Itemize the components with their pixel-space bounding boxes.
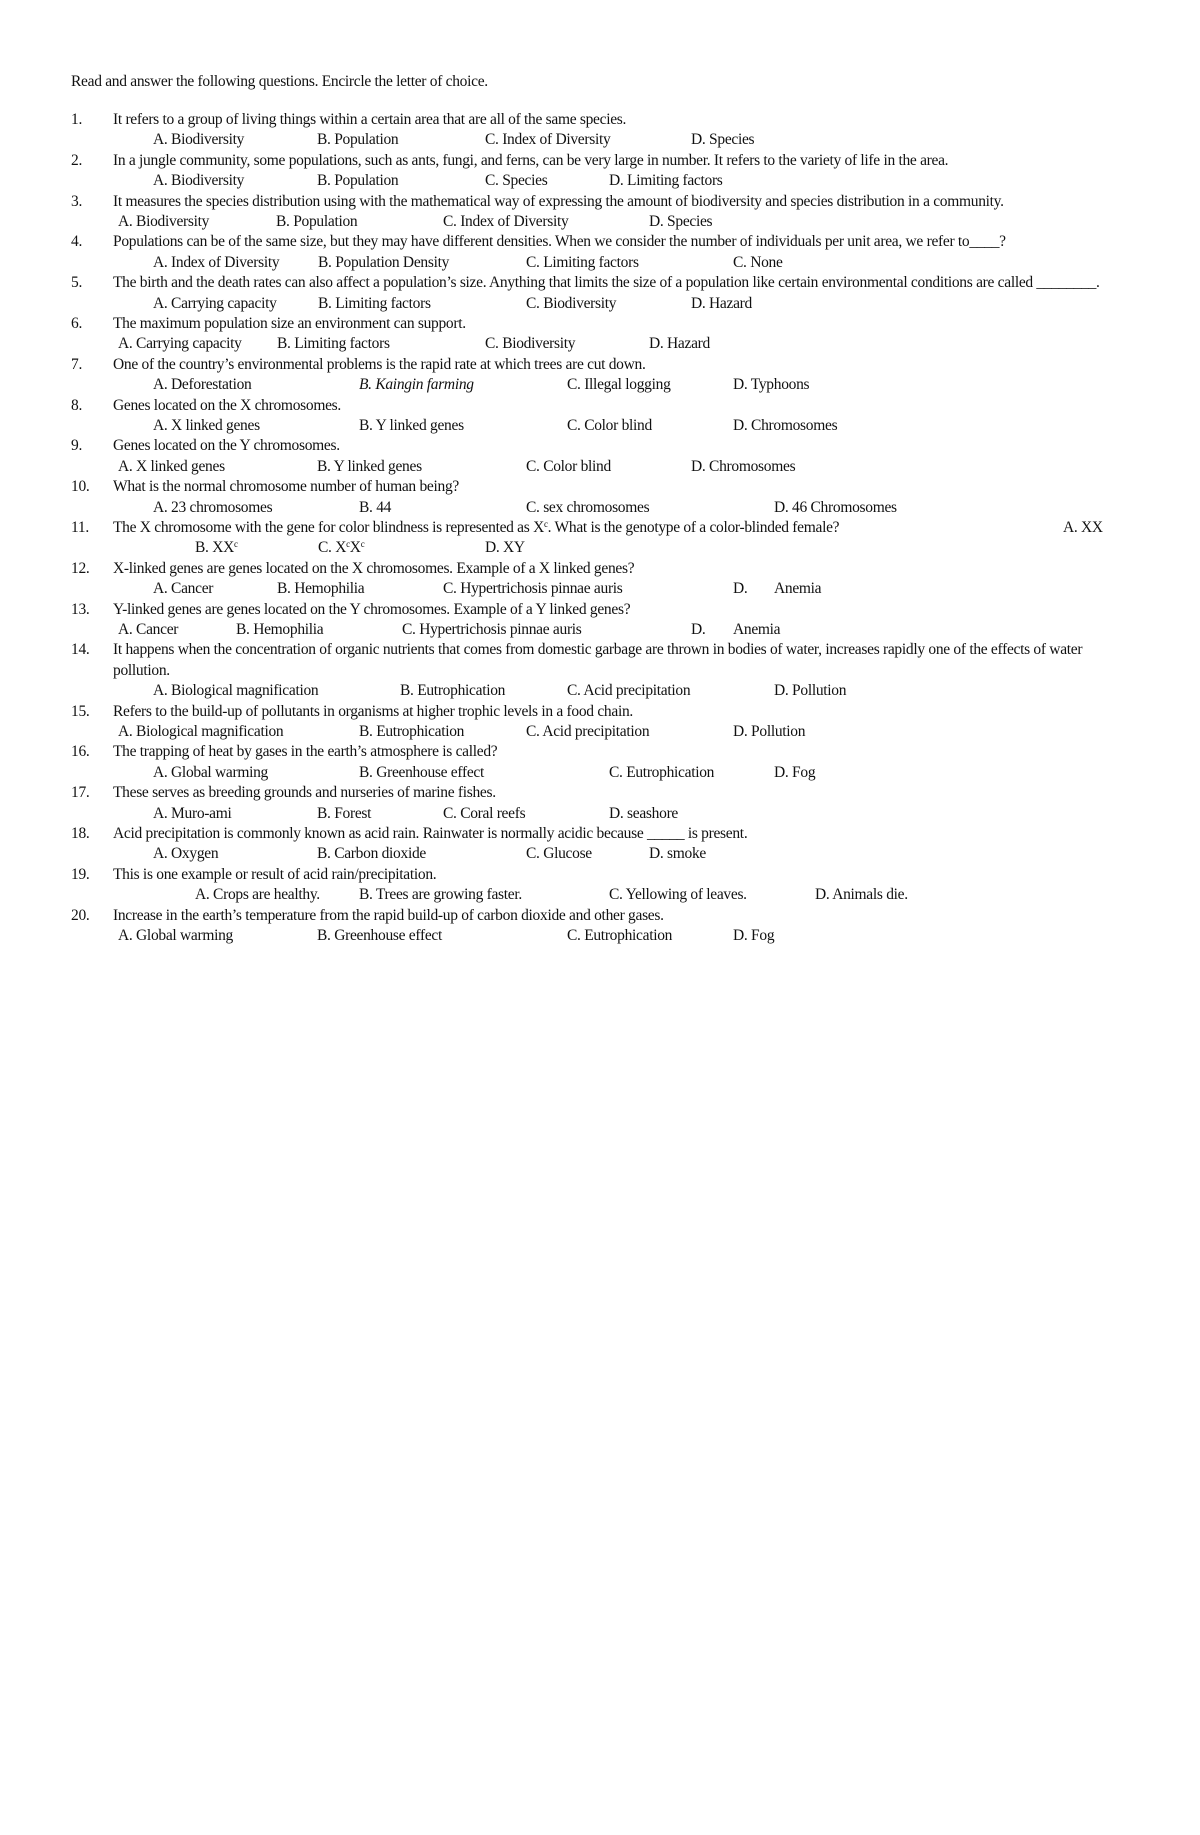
question-stem: Y-linked genes are genes located on the Y chromosomes. Example of a Y linked genes?: [113, 600, 631, 618]
choice-a[interactable]: A. Biodiversity: [153, 172, 245, 190]
question-number: 11.: [71, 518, 89, 536]
question-stem: It measures the species distribution using with the mathematical way of expressing the amount of biodiversity and species distribution in a community.: [113, 192, 1004, 210]
choices: [113, 804, 1131, 824]
question-number: 3.: [71, 192, 83, 210]
choice-c-sup2: c: [360, 539, 365, 550]
question-number: 6.: [71, 314, 83, 332]
choice-c[interactable]: C. Eutrophication: [609, 763, 715, 781]
question-14: [71, 640, 1131, 701]
choice-d[interactable]: C. None: [733, 253, 783, 271]
choices: [113, 253, 1131, 273]
question-17: [71, 783, 1131, 824]
choices: [113, 722, 1131, 742]
question-number: 5.: [71, 274, 83, 292]
choice-d[interactable]: D. Fog: [733, 926, 775, 944]
instructions: Read and answer the following questions. Encircle the letter of choice.: [71, 73, 488, 90]
question-3: [71, 192, 1131, 233]
question-15: [71, 702, 1131, 743]
choice-b[interactable]: B. Limiting factors: [318, 294, 431, 312]
question-stem: Genes located on the Y chromosomes.: [113, 437, 340, 455]
choice-c[interactable]: C. sex chromosomes: [526, 498, 650, 516]
question-6: [71, 314, 1131, 355]
choice-b[interactable]: B. Population Density: [318, 253, 450, 271]
choice-a[interactable]: A. Carrying capacity: [153, 294, 277, 312]
choice-b[interactable]: B. Trees are growing faster.: [359, 886, 522, 904]
choice-c-text: C. X: [318, 539, 347, 557]
choice-c[interactable]: C. Glucose: [526, 845, 592, 863]
choice-a[interactable]: A. Biodiversity: [118, 213, 210, 230]
choice-d[interactable]: D.: [691, 620, 706, 638]
choices: [113, 457, 1131, 477]
choice-c[interactable]: C. Acid precipitation: [526, 722, 650, 740]
choice-d[interactable]: D. seashore: [609, 804, 679, 822]
choices: [113, 681, 1131, 701]
question-1: [71, 110, 1131, 151]
choice-a[interactable]: A. XX: [1063, 518, 1103, 536]
choice-a[interactable]: A. Index of Diversity: [153, 253, 280, 271]
choice-d[interactable]: D. Pollution: [774, 682, 847, 700]
choices: [113, 885, 1131, 905]
question-12: [71, 559, 1131, 600]
choice-d[interactable]: D. Chromosomes: [733, 416, 838, 434]
stem-superscript: c: [543, 518, 548, 529]
choice-b[interactable]: B. Y linked genes: [317, 457, 422, 475]
choices: [113, 538, 1131, 558]
question-stem: Increase in the earth’s temperature from the rapid build-up of carbon dioxide and other gases.: [113, 906, 664, 924]
choice-a[interactable]: A. X linked genes: [153, 416, 260, 434]
question-number: 20.: [71, 906, 90, 924]
choice-a[interactable]: A. Crops are healthy.: [195, 886, 320, 904]
question-stem: In a jungle community, some populations, such as ants, fungi, and ferns, can be very large in number. It refers to the variety of life in the area.: [113, 151, 949, 169]
choice-d[interactable]: D. Pollution: [733, 722, 806, 740]
choice-b-sup: c: [233, 539, 238, 550]
choices: [113, 416, 1131, 436]
question-number: 13.: [71, 600, 90, 618]
choice-b[interactable]: B. Kaingin farming: [359, 376, 474, 394]
question-stem: Acid precipitation is commonly known as acid rain. Rainwater is normally acidic because _____ is present.: [113, 824, 748, 842]
choice-c[interactable]: C. Biodiversity: [485, 335, 576, 353]
choice-d[interactable]: D. Hazard: [691, 294, 752, 312]
choice-b[interactable]: B. 44: [359, 498, 392, 516]
question-stem: What is the normal chromosome number of human being?: [113, 478, 459, 496]
choice-a[interactable]: A. 23 chromosomes: [153, 498, 273, 516]
choice-c[interactable]: C. Index of Diversity: [443, 213, 569, 230]
choice-b[interactable]: B. Y linked genes: [359, 416, 464, 434]
choice-b[interactable]: B. Greenhouse effect: [317, 926, 442, 944]
question-number: 12.: [71, 559, 90, 577]
question-9: [71, 436, 1131, 477]
choice-b[interactable]: B. Population: [317, 131, 399, 149]
choice-b[interactable]: B. Carbon dioxide: [317, 845, 426, 863]
question-stem: Refers to the build-up of pollutants in organisms at higher trophic levels in a food chain.: [113, 702, 633, 720]
choice-d[interactable]: D. Typhoons: [733, 376, 810, 394]
choice-a[interactable]: A. Cancer: [153, 580, 214, 598]
question-number: 18.: [71, 824, 90, 842]
question-number: 15.: [71, 702, 90, 720]
question-2: [71, 151, 1131, 192]
choice-d[interactable]: D. Species: [691, 131, 755, 149]
question-stem: It happens when the concentration of organic nutrients that comes from domestic garbage are thrown in bodies of water, increases rapidly one of the effects of water pollution.: [113, 641, 1083, 679]
question-7: [71, 355, 1131, 396]
choice-a[interactable]: A. Global warming: [153, 763, 269, 781]
stem-text: The X chromosome with the gene for color blindness is represented as X: [113, 518, 544, 536]
question-stem: This is one example or result of acid rain/precipitation.: [113, 865, 437, 883]
choice-b-text: B. XX: [195, 539, 234, 557]
choice-b[interactable]: B. Greenhouse effect: [359, 763, 484, 781]
choice-d[interactable]: D. Hazard: [649, 335, 710, 353]
choices: [113, 763, 1131, 783]
question-11: [71, 518, 1131, 559]
choices: [113, 620, 1131, 640]
choices: [113, 926, 1131, 946]
choice-a[interactable]: A. Muro-ami: [153, 804, 232, 822]
choice-c[interactable]: C. Color blind: [567, 416, 652, 434]
choice-d[interactable]: D. 46 Chromosomes: [774, 498, 897, 516]
choice-c-text-rest: X: [349, 539, 361, 557]
question-number: 14.: [71, 641, 90, 659]
stem-text-rest: . What is the genotype of a color-blinded female?: [547, 518, 840, 536]
choice-c[interactable]: C. Illegal logging: [567, 376, 671, 394]
choice-a[interactable]: A. Global warming: [118, 926, 234, 944]
choice-c[interactable]: C. Limiting factors: [526, 253, 639, 271]
choice-b[interactable]: B. Forest: [317, 804, 372, 822]
choice-a[interactable]: A. Cancer: [118, 620, 179, 638]
choice-d-text[interactable]: Anemia: [774, 580, 822, 598]
question-stem: One of the country’s environmental problems is the rapid rate at which trees are cut down.: [113, 355, 646, 373]
choice-a[interactable]: A. Deforestation: [153, 376, 252, 394]
question-number: 16.: [71, 743, 90, 761]
choices: [113, 844, 1131, 864]
question-number: 2.: [71, 151, 83, 169]
question-stem: X-linked genes are genes located on the X chromosomes. Example of a X linked genes?: [113, 559, 635, 577]
choice-b[interactable]: B. Hemophilia: [236, 620, 324, 638]
choice-c[interactable]: C. Hypertrichosis pinnae auris: [443, 580, 623, 598]
choice-d[interactable]: D. XY: [485, 539, 525, 557]
choice-d[interactable]: D. Chromosomes: [691, 457, 796, 475]
choice-a[interactable]: A. Biological magnification: [118, 722, 284, 740]
choice-c[interactable]: C. Color blind: [526, 457, 611, 475]
choice-a[interactable]: A. Carrying capacity: [118, 335, 242, 353]
choice-a[interactable]: A. Biodiversity: [153, 131, 245, 149]
choice-d[interactable]: D. Species: [649, 213, 713, 230]
question-number: 8.: [71, 396, 83, 414]
choice-d[interactable]: D. Animals die.: [815, 886, 908, 904]
question-stem: These serves as breeding grounds and nurseries of marine fishes.: [113, 784, 496, 802]
choice-a[interactable]: A. Oxygen: [153, 845, 219, 863]
choice-d[interactable]: D. Fog: [774, 763, 816, 781]
choice-a[interactable]: A. Biological magnification: [153, 682, 319, 700]
choices: [113, 375, 1131, 395]
question-18: [71, 824, 1131, 865]
choice-b[interactable]: B. Limiting factors: [277, 335, 390, 353]
choice-c[interactable]: C. Hypertrichosis pinnae auris: [402, 620, 582, 638]
choice-b[interactable]: B. Population: [276, 213, 358, 230]
question-4: [71, 232, 1131, 273]
question-stem: [113, 518, 1131, 538]
choice-c[interactable]: C. Biodiversity: [526, 294, 617, 312]
question-stem: Genes located on the X chromosomes.: [113, 396, 341, 414]
question-19: [71, 865, 1131, 906]
choices: [113, 498, 1131, 518]
choice-b[interactable]: B. Eutrophication: [400, 682, 506, 700]
question-stem: The maximum population size an environment can support.: [113, 314, 466, 332]
question-list: [71, 110, 1131, 946]
question-13: [71, 600, 1131, 641]
choice-d[interactable]: D. smoke: [649, 845, 707, 863]
choices: [113, 579, 1131, 599]
question-stem: The birth and the death rates can also affect a population’s size. Anything that limits the size of a population like certain environmental conditions are called ________.: [113, 274, 1100, 292]
question-16: [71, 742, 1131, 783]
choice-c[interactable]: C. Coral reefs: [443, 804, 526, 822]
choices: [113, 212, 1131, 232]
choice-b[interactable]: [195, 538, 238, 558]
question-number: 19.: [71, 865, 90, 883]
choice-d[interactable]: D. Limiting factors: [609, 172, 723, 190]
question-stem: It refers to a group of living things within a certain area that are all of the same species.: [113, 111, 627, 128]
choice-c[interactable]: [318, 538, 364, 558]
choice-c[interactable]: C. Yellowing of leaves.: [609, 886, 747, 904]
choice-c[interactable]: C. Eutrophication: [567, 926, 673, 944]
choice-d-text[interactable]: Anemia: [733, 620, 781, 638]
choices: [113, 294, 1131, 314]
question-20: [71, 906, 1131, 947]
question-number: 7.: [71, 355, 83, 373]
choice-b[interactable]: B. Hemophilia: [277, 580, 365, 598]
question-number: 17.: [71, 784, 90, 802]
choice-b[interactable]: B. Eutrophication: [359, 722, 465, 740]
choice-c-sup: c: [346, 539, 350, 550]
question-number: 9.: [71, 437, 83, 455]
choices: [113, 130, 1131, 150]
choice-d[interactable]: D.: [733, 580, 748, 598]
choice-a[interactable]: A. X linked genes: [118, 457, 225, 475]
question-8: [71, 396, 1131, 437]
choice-c[interactable]: C. Species: [485, 172, 548, 190]
question-number: 1.: [71, 111, 83, 128]
question-number: 4.: [71, 233, 83, 251]
choice-c[interactable]: C. Acid precipitation: [567, 682, 691, 700]
choice-c[interactable]: C. Index of Diversity: [485, 131, 611, 149]
choices: [113, 334, 1131, 354]
question-stem: The trapping of heat by gases in the earth’s atmosphere is called?: [113, 743, 498, 761]
question-10: [71, 477, 1131, 518]
question-stem: Populations can be of the same size, but they may have different densities. When we consider the number of individuals per unit area, we refer to____?: [113, 233, 1006, 251]
question-5: [71, 273, 1131, 314]
question-number: 10.: [71, 478, 90, 496]
choices: [113, 171, 1131, 191]
choice-b[interactable]: B. Population: [317, 172, 399, 190]
